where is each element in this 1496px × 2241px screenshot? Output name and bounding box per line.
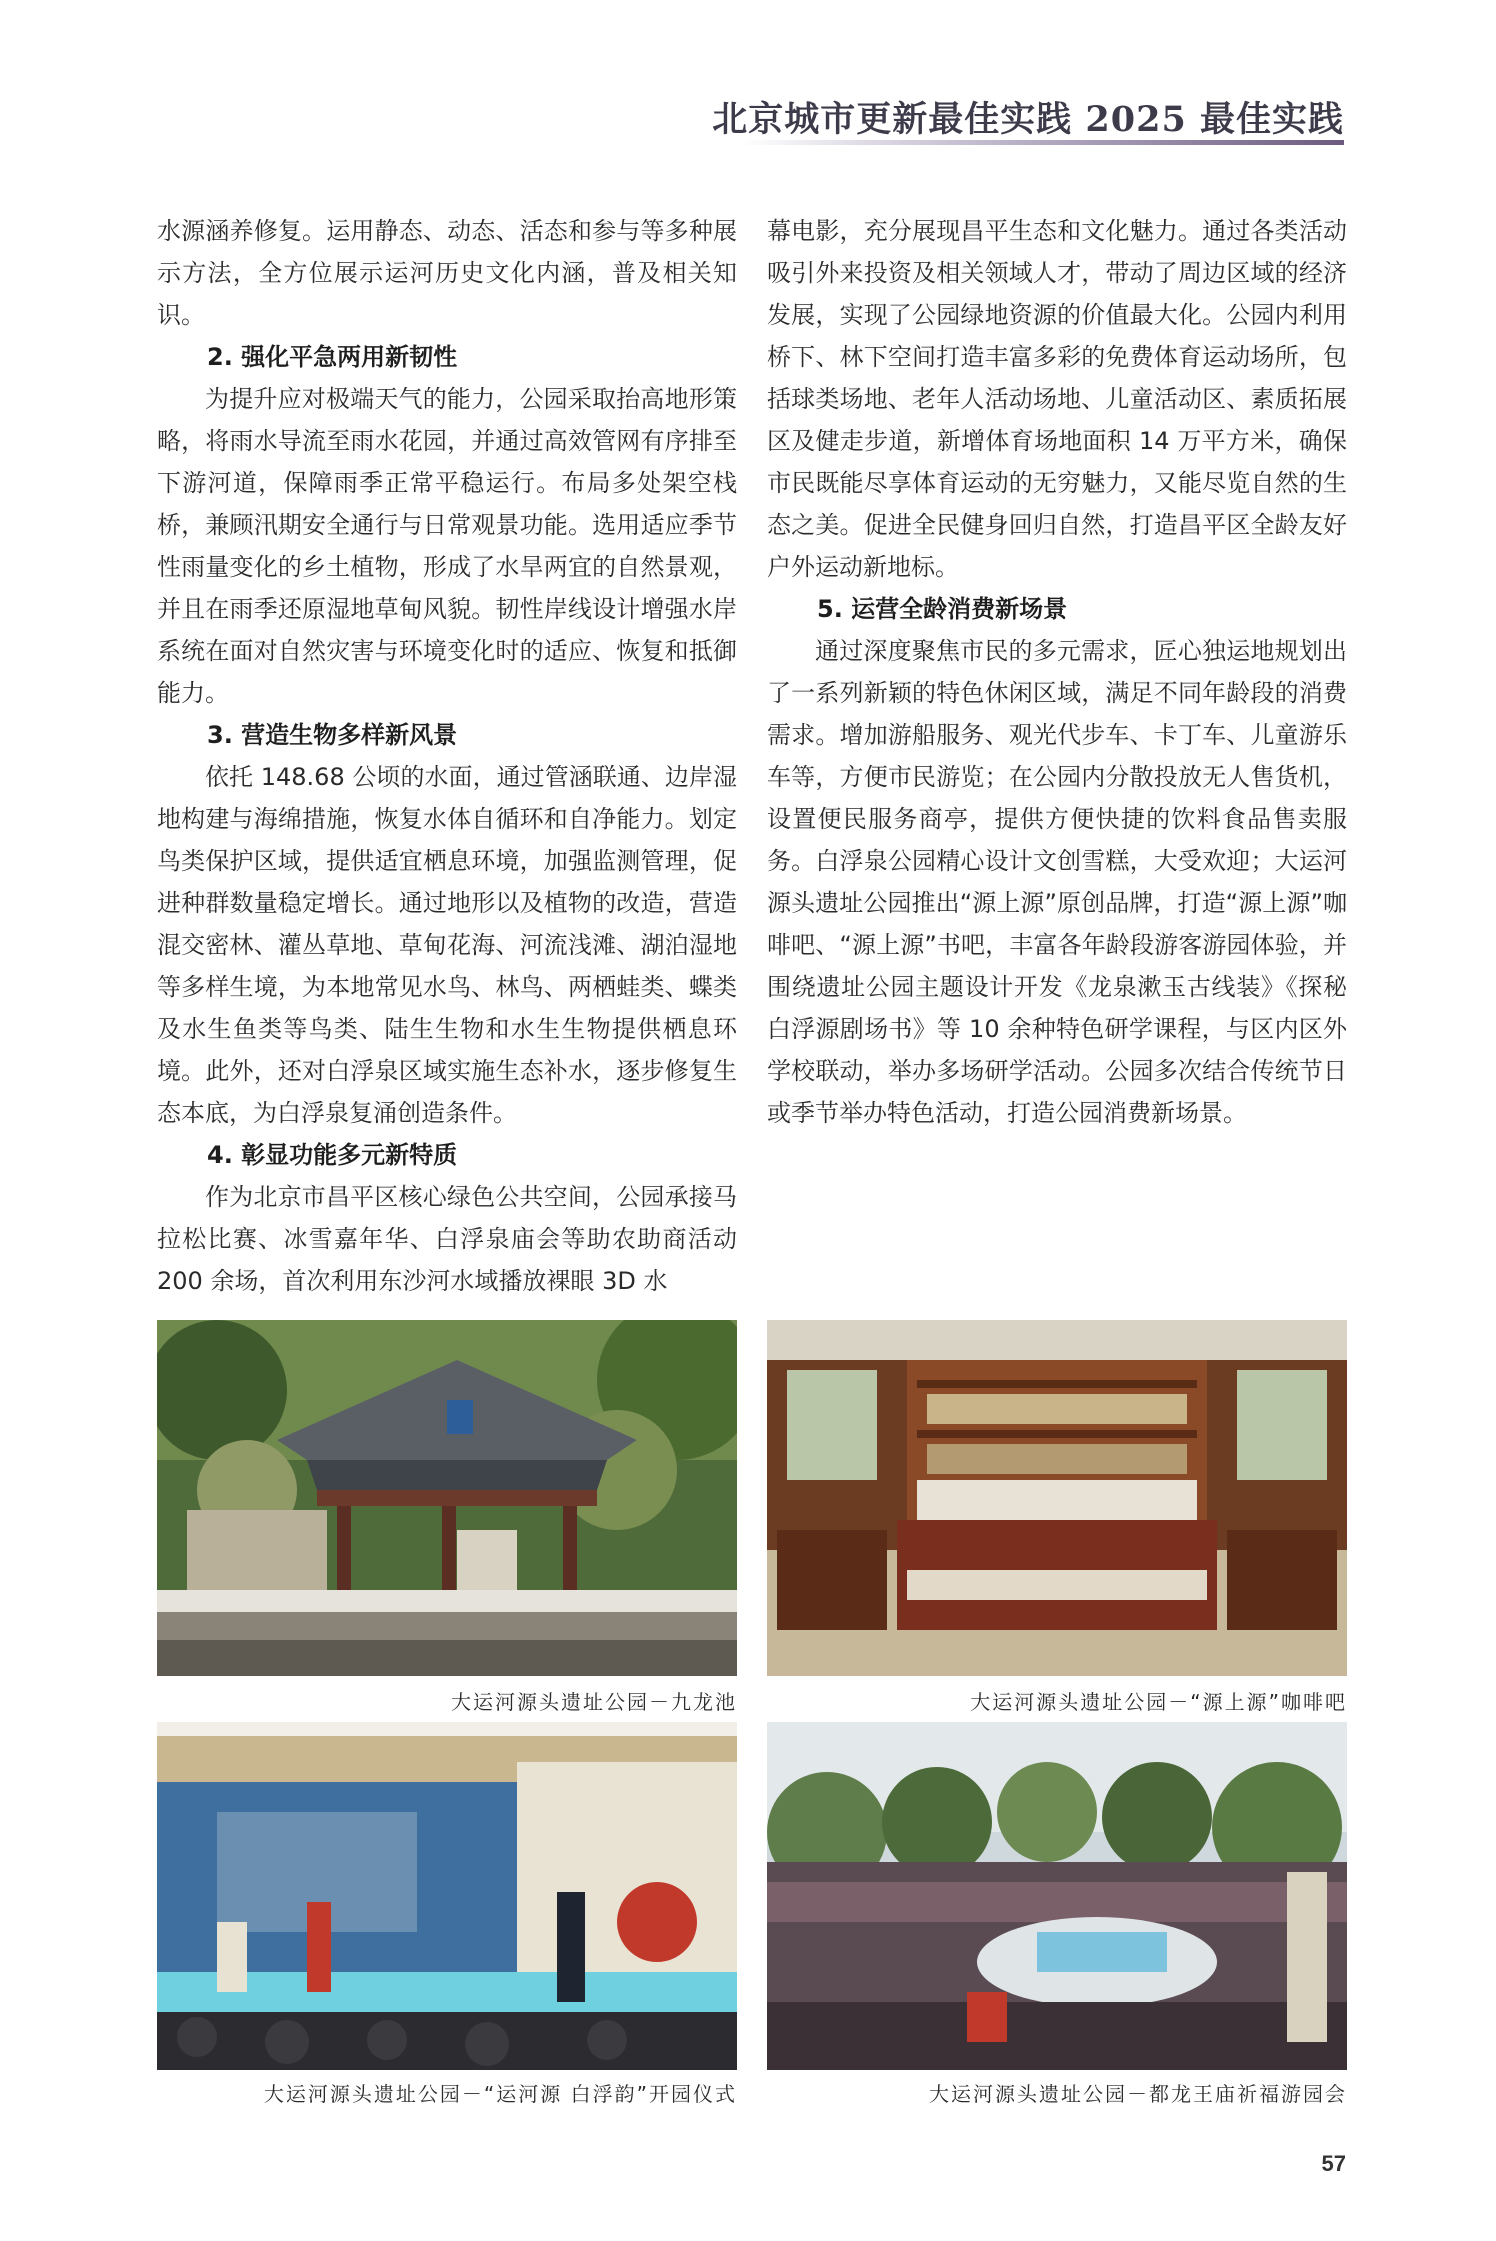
- photo-caption: 大运河源头遗址公园－九龙池: [451, 1690, 737, 1714]
- cafe-interior-photo-icon: [767, 1320, 1347, 1676]
- section-heading: 3. 营造生物多样新风景: [207, 721, 458, 749]
- article-column-right: [767, 210, 1347, 1134]
- crowd-festival-photo-icon: [767, 1722, 1347, 2070]
- section-heading: 4. 彰显功能多元新特质: [207, 1141, 458, 1169]
- photo-jiulong-pool: [157, 1320, 737, 1676]
- photo-opening-ceremony: [157, 1722, 737, 2070]
- body-paragraph: 为提升应对极端天气的能力，公园采取抬高地形策略，将雨水导流至雨水花园，并通过高效管网有序排至下游河道，保障雨季正常平稳运行。布局多处架空栈桥，兼顾汛期安全通行与日常观景功能。选用适应季节性雨量变化的乡土植物，形成了水旱两宜的自然景观，并且在雨季还原湿地草甸风貌。韧性岸线设计增强水岸系统在面对自然灾害与环境变化时的适应、恢复和抵御能力。: [157, 385, 737, 707]
- article-column-left: [157, 210, 737, 1302]
- body-paragraph: 水源涵养修复。运用静态、动态、活态和参与等多种展示方法，全方位展示运河历史文化内涵，普及相关知识。: [157, 217, 737, 329]
- body-paragraph: 作为北京市昌平区核心绿色公共空间，公园承接马拉松比赛、冰雪嘉年华、白浮泉庙会等助农助商活动 200 余场，首次利用东沙河水域播放裸眼 3D 水: [157, 1183, 737, 1295]
- body-paragraph: 依托 148.68 公顷的水面，通过管涵联通、边岸湿地构建与海绵措施，恢复水体自循环和自净能力。划定鸟类保护区域，提供适宜栖息环境，加强监测管理，促进种群数量稳定增长。通过地形以及植物的改造，营造混交密林、灌丛草地、草甸花海、河流浅滩、湖泊湿地等多样生境，为本地常见水鸟、林鸟、两栖蛙类、蝶类及水生鱼类等鸟类、陆生生物和水生生物提供栖息环境。此外，还对白浮泉区域实施生态补水，逐步修复生态本底，为白浮泉复涌创造条件。: [157, 763, 737, 1127]
- running-header-title: 北京城市更新最佳实践 2025 最佳实践: [712, 99, 1344, 140]
- section-heading: 2. 强化平急两用新韧性: [207, 343, 458, 371]
- body-paragraph: 幕电影，充分展现昌平生态和文化魅力。通过各类活动吸引外来投资及相关领域人才，带动了周边区域的经济发展，实现了公园绿地资源的价值最大化。公园内利用桥下、林下空间打造丰富多彩的免费体育运动场所，包括球类场地、老年人活动场地、儿童活动区、素质拓展区及健走步道，新增体育场地面积 14 万平方米，确保市民既能尽享体育运动的无穷魅力，又能尽览自然的生态之美。促进全民健身回归自然，打造昌平区全龄友好户外运动新地标。: [767, 217, 1347, 581]
- page-number: 57: [1321, 2151, 1346, 2176]
- photo-yuanshangyuan-cafe: [767, 1320, 1347, 1676]
- header-divider: [740, 140, 1344, 145]
- photo-temple-fair: [767, 1722, 1347, 2070]
- stage-performance-photo-icon: [157, 1722, 737, 2070]
- photo-caption: 大运河源头遗址公园－“运河源 白浮韵”开园仪式: [263, 2082, 737, 2106]
- photo-caption: 大运河源头遗址公园－都龙王庙祈福游园会: [929, 2082, 1347, 2106]
- pavilion-photo-icon: [157, 1320, 737, 1676]
- body-paragraph: 通过深度聚焦市民的多元需求，匠心独运地规划出了一系列新颖的特色休闲区域，满足不同年龄段的消费需求。增加游船服务、观光代步车、卡丁车、儿童游乐车等，方便市民游览；在公园内分散投放无人售货机，设置便民服务商亭，提供方便快捷的饮料食品售卖服务。白浮泉公园精心设计文创雪糕，大受欢迎；大运河源头遗址公园推出“源上源”原创品牌，打造“源上源”咖啡吧、“源上源”书吧，丰富各年龄段游客游园体验，并围绕遗址公园主题设计开发《龙泉漱玉古线装》《探秘白浮源剧场书》等 10 余种特色研学课程，与区内区外学校联动，举办多场研学活动。公园多次结合传统节日或季节举办特色活动，打造公园消费新场景。: [767, 637, 1347, 1127]
- photo-caption: 大运河源头遗址公园－“源上源”咖啡吧: [970, 1690, 1347, 1714]
- section-heading: 5. 运营全龄消费新场景: [817, 595, 1068, 623]
